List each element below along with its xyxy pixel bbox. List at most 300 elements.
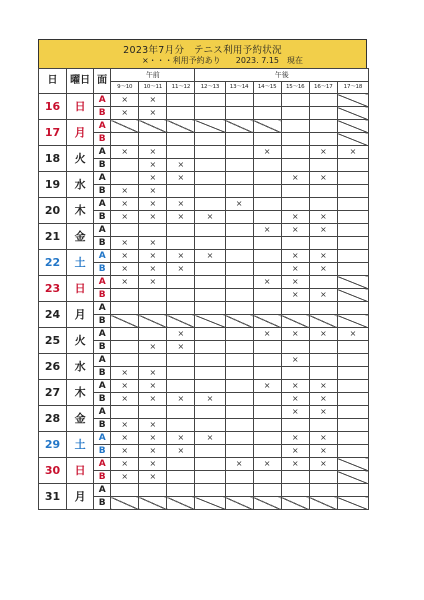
open-slot (337, 445, 368, 458)
reserved-mark: × (309, 380, 337, 393)
open-slot (139, 224, 167, 237)
open-slot (167, 133, 195, 146)
reserved-mark: × (309, 432, 337, 445)
open-slot (225, 445, 253, 458)
reserved-mark: × (225, 198, 253, 211)
court-row (39, 198, 369, 211)
reserved-mark: × (139, 367, 167, 380)
closed-slot (337, 458, 368, 471)
weekday: 火 (67, 328, 94, 354)
reserved-mark: × (111, 237, 139, 250)
open-slot (167, 380, 195, 393)
court-label-a: A (94, 406, 111, 419)
closed-slot (253, 315, 281, 328)
legend-text: ×・・・利用予約あり (141, 56, 221, 65)
open-slot (337, 432, 368, 445)
day-number: 31 (39, 484, 67, 510)
as-of-date: 2023. 7.15 現在 (235, 56, 304, 65)
header-day: 日 (39, 69, 67, 94)
slot-header: 12～13 (195, 82, 225, 94)
reserved-mark: × (281, 211, 309, 224)
open-slot (281, 94, 309, 107)
weekday: 月 (67, 484, 94, 510)
open-slot (111, 172, 139, 185)
closed-slot (111, 497, 139, 510)
open-slot (337, 380, 368, 393)
reserved-mark: × (281, 289, 309, 302)
closed-slot (195, 497, 225, 510)
open-slot (253, 393, 281, 406)
court-row (39, 120, 369, 133)
open-slot (225, 380, 253, 393)
reserved-mark: × (167, 432, 195, 445)
open-slot (337, 185, 368, 198)
open-slot (225, 302, 253, 315)
closed-slot (337, 315, 368, 328)
open-slot (253, 302, 281, 315)
day-number: 30 (39, 458, 67, 484)
court-label-b: B (94, 289, 111, 302)
open-slot (281, 120, 309, 133)
open-slot (195, 484, 225, 497)
day-number: 23 (39, 276, 67, 302)
court-label-a: A (94, 250, 111, 263)
reserved-mark: × (281, 276, 309, 289)
court-label-b: B (94, 315, 111, 328)
open-slot (281, 471, 309, 484)
page-title: 2023年7月分 テニス利用予約状況 (123, 45, 282, 56)
reserved-mark: × (253, 146, 281, 159)
day-number: 26 (39, 354, 67, 380)
closed-slot (195, 315, 225, 328)
court-row (39, 224, 369, 237)
weekday: 金 (67, 224, 94, 250)
open-slot (309, 302, 337, 315)
open-slot (167, 276, 195, 289)
open-slot (111, 224, 139, 237)
open-slot (309, 341, 337, 354)
open-slot (309, 419, 337, 432)
reserved-mark: × (309, 393, 337, 406)
day-number: 22 (39, 250, 67, 276)
reserved-mark: × (111, 276, 139, 289)
open-slot (195, 172, 225, 185)
court-label-a: A (94, 172, 111, 185)
open-slot (167, 484, 195, 497)
reserved-mark: × (309, 289, 337, 302)
reserved-mark: × (139, 419, 167, 432)
open-slot (337, 263, 368, 276)
closed-slot (111, 120, 139, 133)
open-slot (309, 185, 337, 198)
open-slot (111, 159, 139, 172)
open-slot (309, 276, 337, 289)
open-slot (225, 406, 253, 419)
day-number: 28 (39, 406, 67, 432)
open-slot (253, 237, 281, 250)
open-slot (139, 289, 167, 302)
reserved-mark: × (281, 393, 309, 406)
open-slot (253, 471, 281, 484)
reserved-mark: × (111, 380, 139, 393)
open-slot (139, 302, 167, 315)
open-slot (195, 328, 225, 341)
open-slot (225, 237, 253, 250)
open-slot (195, 159, 225, 172)
weekday: 金 (67, 406, 94, 432)
open-slot (167, 302, 195, 315)
open-slot (195, 198, 225, 211)
open-slot (337, 393, 368, 406)
open-slot (309, 120, 337, 133)
open-slot (253, 172, 281, 185)
reserved-mark: × (195, 393, 225, 406)
reservation-table (38, 68, 369, 510)
reserved-mark: × (111, 107, 139, 120)
open-slot (225, 172, 253, 185)
open-slot (111, 289, 139, 302)
weekday: 月 (67, 120, 94, 146)
reserved-mark: × (281, 250, 309, 263)
open-slot (253, 354, 281, 367)
header-court: 面 (94, 69, 111, 94)
open-slot (309, 133, 337, 146)
open-slot (167, 354, 195, 367)
open-slot (195, 263, 225, 276)
reserved-mark: × (139, 94, 167, 107)
open-slot (167, 406, 195, 419)
reserved-mark: × (139, 250, 167, 263)
open-slot (309, 107, 337, 120)
weekday: 水 (67, 354, 94, 380)
reserved-mark: × (309, 146, 337, 159)
open-slot (337, 367, 368, 380)
open-slot (309, 159, 337, 172)
court-label-b: B (94, 393, 111, 406)
reserved-mark: × (309, 250, 337, 263)
open-slot (225, 393, 253, 406)
reserved-mark: × (111, 458, 139, 471)
court-row (39, 276, 369, 289)
closed-slot (225, 120, 253, 133)
court-label-b: B (94, 445, 111, 458)
court-label-a: A (94, 120, 111, 133)
reserved-mark: × (139, 341, 167, 354)
open-slot (309, 198, 337, 211)
closed-slot (281, 315, 309, 328)
reserved-mark: × (309, 458, 337, 471)
reserved-mark: × (139, 471, 167, 484)
open-slot (195, 445, 225, 458)
reserved-mark: × (111, 94, 139, 107)
reserved-mark: × (111, 263, 139, 276)
open-slot (225, 471, 253, 484)
open-slot (195, 224, 225, 237)
slot-header: 10～11 (139, 82, 167, 94)
reserved-mark: × (167, 341, 195, 354)
court-row (39, 94, 369, 107)
court-label-b: B (94, 133, 111, 146)
closed-slot (225, 315, 253, 328)
reserved-mark: × (139, 263, 167, 276)
open-slot (225, 159, 253, 172)
open-slot (281, 302, 309, 315)
court-label-a: A (94, 224, 111, 237)
open-slot (337, 484, 368, 497)
reserved-mark: × (111, 185, 139, 198)
reserved-mark: × (281, 224, 309, 237)
reserved-mark: × (167, 445, 195, 458)
open-slot (309, 94, 337, 107)
open-slot (309, 471, 337, 484)
open-slot (309, 237, 337, 250)
closed-slot (225, 497, 253, 510)
court-label-b: B (94, 497, 111, 510)
open-slot (195, 133, 225, 146)
open-slot (225, 367, 253, 380)
open-slot (195, 458, 225, 471)
open-slot (225, 146, 253, 159)
closed-slot (111, 315, 139, 328)
header-row-periods (39, 69, 369, 82)
open-slot (195, 237, 225, 250)
reserved-mark: × (167, 211, 195, 224)
open-slot (167, 94, 195, 107)
reserved-mark: × (225, 458, 253, 471)
reserved-mark: × (281, 263, 309, 276)
reserved-mark: × (139, 237, 167, 250)
reserved-mark: × (195, 250, 225, 263)
reserved-mark: × (309, 172, 337, 185)
open-slot (253, 250, 281, 263)
open-slot (225, 432, 253, 445)
slot-header: 11～12 (167, 82, 195, 94)
open-slot (281, 198, 309, 211)
open-slot (195, 406, 225, 419)
open-slot (111, 328, 139, 341)
court-label-a: A (94, 354, 111, 367)
closed-slot (167, 315, 195, 328)
court-label-a: A (94, 94, 111, 107)
slot-header: 13～14 (225, 82, 253, 94)
open-slot (309, 484, 337, 497)
open-slot (139, 484, 167, 497)
reserved-mark: × (111, 419, 139, 432)
open-slot (337, 211, 368, 224)
court-row (39, 354, 369, 367)
reserved-mark: × (139, 458, 167, 471)
closed-slot (337, 289, 368, 302)
open-slot (281, 367, 309, 380)
open-slot (167, 367, 195, 380)
reserved-mark: × (111, 393, 139, 406)
reservation-sheet (38, 39, 367, 510)
header-weekday: 曜日 (67, 69, 94, 94)
open-slot (281, 133, 309, 146)
open-slot (225, 185, 253, 198)
open-slot (139, 354, 167, 367)
court-row (39, 380, 369, 393)
closed-slot (309, 497, 337, 510)
day-number: 27 (39, 380, 67, 406)
reserved-mark: × (309, 445, 337, 458)
court-label-b: B (94, 341, 111, 354)
reserved-mark: × (253, 328, 281, 341)
open-slot (195, 341, 225, 354)
open-slot (167, 458, 195, 471)
reserved-mark: × (167, 393, 195, 406)
open-slot (337, 250, 368, 263)
open-slot (337, 341, 368, 354)
open-slot (195, 302, 225, 315)
open-slot (253, 367, 281, 380)
closed-slot (253, 120, 281, 133)
reserved-mark: × (309, 211, 337, 224)
open-slot (337, 172, 368, 185)
open-slot (225, 341, 253, 354)
closed-slot (337, 94, 368, 107)
closed-slot (167, 120, 195, 133)
weekday: 日 (67, 94, 94, 120)
court-label-a: A (94, 484, 111, 497)
reserved-mark: × (111, 146, 139, 159)
court-label-a: A (94, 198, 111, 211)
court-label-b: B (94, 367, 111, 380)
reserved-mark: × (139, 146, 167, 159)
open-slot (253, 419, 281, 432)
reserved-mark: × (167, 250, 195, 263)
court-label-b: B (94, 237, 111, 250)
reserved-mark: × (281, 432, 309, 445)
closed-slot (139, 315, 167, 328)
reserved-mark: × (309, 328, 337, 341)
weekday: 土 (67, 432, 94, 458)
closed-slot (337, 276, 368, 289)
open-slot (337, 237, 368, 250)
open-slot (167, 237, 195, 250)
slot-header: 17～18 (337, 82, 368, 94)
open-slot (225, 211, 253, 224)
weekday: 月 (67, 302, 94, 328)
open-slot (253, 484, 281, 497)
open-slot (225, 133, 253, 146)
title-box (38, 39, 367, 68)
slot-header: 15～16 (281, 82, 309, 94)
open-slot (281, 185, 309, 198)
reserved-mark: × (139, 198, 167, 211)
open-slot (111, 302, 139, 315)
open-slot (111, 341, 139, 354)
reserved-mark: × (111, 471, 139, 484)
reserved-mark: × (139, 432, 167, 445)
open-slot (253, 107, 281, 120)
reserved-mark: × (195, 432, 225, 445)
open-slot (111, 484, 139, 497)
closed-slot (337, 471, 368, 484)
reserved-mark: × (167, 198, 195, 211)
open-slot (167, 107, 195, 120)
reserved-mark: × (281, 172, 309, 185)
reserved-mark: × (167, 263, 195, 276)
weekday: 木 (67, 198, 94, 224)
open-slot (337, 159, 368, 172)
open-slot (167, 224, 195, 237)
reserved-mark: × (253, 224, 281, 237)
reserved-mark: × (309, 224, 337, 237)
slot-header: 16～17 (309, 82, 337, 94)
reserved-mark: × (195, 211, 225, 224)
court-label-b: B (94, 107, 111, 120)
reserved-mark: × (281, 458, 309, 471)
reserved-mark: × (167, 159, 195, 172)
open-slot (253, 445, 281, 458)
header-morning: 午前 (111, 69, 195, 82)
closed-slot (167, 497, 195, 510)
open-slot (195, 289, 225, 302)
reserved-mark: × (139, 159, 167, 172)
open-slot (225, 107, 253, 120)
open-slot (225, 419, 253, 432)
reserved-mark: × (111, 432, 139, 445)
open-slot (167, 146, 195, 159)
day-number: 17 (39, 120, 67, 146)
court-label-b: B (94, 185, 111, 198)
court-label-b: B (94, 211, 111, 224)
reserved-mark: × (253, 276, 281, 289)
reserved-mark: × (167, 328, 195, 341)
court-label-a: A (94, 302, 111, 315)
open-slot (253, 159, 281, 172)
reserved-mark: × (139, 276, 167, 289)
weekday: 木 (67, 380, 94, 406)
open-slot (337, 419, 368, 432)
open-slot (253, 263, 281, 276)
open-slot (337, 354, 368, 367)
day-number: 29 (39, 432, 67, 458)
open-slot (195, 146, 225, 159)
closed-slot (309, 315, 337, 328)
open-slot (195, 94, 225, 107)
reserved-mark: × (281, 406, 309, 419)
open-slot (253, 406, 281, 419)
day-number: 19 (39, 172, 67, 198)
court-row (39, 328, 369, 341)
weekday: 火 (67, 146, 94, 172)
day-number: 18 (39, 146, 67, 172)
open-slot (225, 94, 253, 107)
open-slot (253, 133, 281, 146)
open-slot (253, 94, 281, 107)
open-slot (253, 432, 281, 445)
court-label-a: A (94, 276, 111, 289)
open-slot (253, 211, 281, 224)
open-slot (337, 224, 368, 237)
open-slot (281, 107, 309, 120)
open-slot (337, 406, 368, 419)
court-row (39, 484, 369, 497)
reserved-mark: × (337, 146, 368, 159)
closed-slot (337, 497, 368, 510)
open-slot (225, 250, 253, 263)
court-row (39, 302, 369, 315)
open-slot (139, 406, 167, 419)
open-slot (195, 276, 225, 289)
day-number: 20 (39, 198, 67, 224)
open-slot (225, 224, 253, 237)
open-slot (139, 133, 167, 146)
reserved-mark: × (111, 211, 139, 224)
court-row (39, 406, 369, 419)
